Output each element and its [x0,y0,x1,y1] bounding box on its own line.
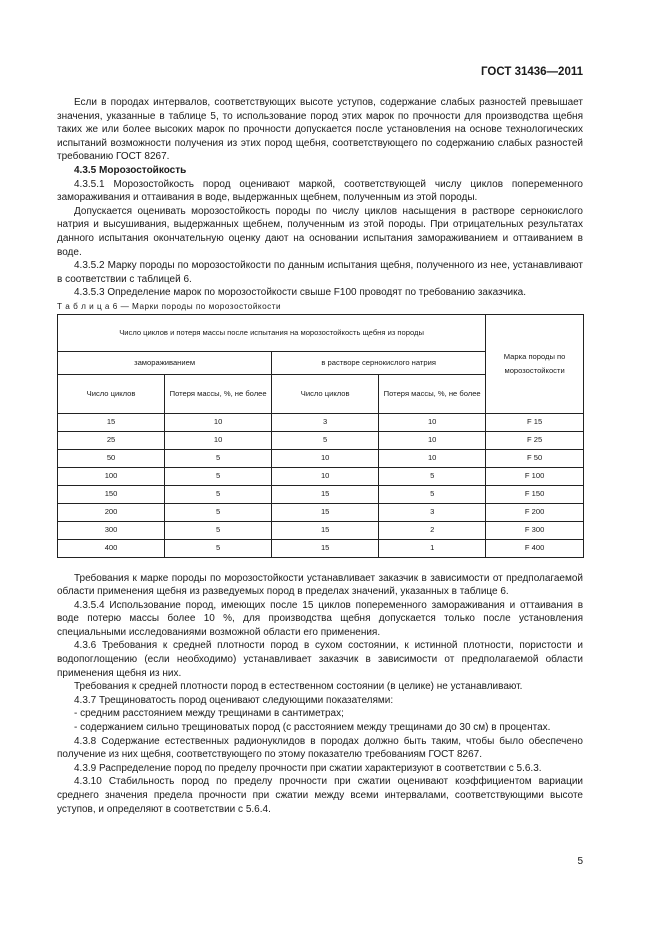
table-group-sulfate: в растворе сернокислого натрия [272,351,486,374]
table-cell: 10 [165,413,272,431]
table-cell: F 150 [486,485,584,503]
table-cell: 200 [58,503,165,521]
table-cell: 10 [165,431,272,449]
paragraph-4-3-10: 4.3.10 Стабильность пород по пределу прочности при сжатии оценивают коэффициентом вариации среднего значения предела прочности при сжатии между всеми интервалами, соответствующими высоте уступов, и определяют в соответствии с 5.6.4. [57,776,583,815]
paragraph-4-3-5-3: 4.3.5.3 Определение марок по морозостойкости свыше F100 проводят по требованию заказчика. [74,287,527,299]
table-row [58,539,584,557]
table-row [58,449,584,467]
table-cell: 2 [379,521,486,539]
frost-resistance-table [57,314,584,558]
paragraph-4-3-5-1: 4.3.5.1 Морозостойкость пород оценивают маркой, соответствующей числу циклов попеременного замораживания и оттаивания в воде, выдержанных щебнем, полученным из этой породы. [57,178,583,204]
table-cell: 3 [272,413,379,431]
col-header-loss-sulfate: Потеря массы, %, не более [379,374,486,413]
table-cell: 5 [165,485,272,503]
paragraph-4-3-7: 4.3.7 Трещиноватость пород оценивают следующими показателями: [74,694,394,706]
table-cell: 15 [272,521,379,539]
table-cell: F 200 [486,503,584,521]
table-cell: F 400 [486,539,584,557]
table-header-top: Число циклов и потеря массы после испытания на морозостойкость щебня из породы [58,314,486,351]
col-header-loss: Потеря массы, %, не более [165,374,272,413]
table-cell: 5 [165,467,272,485]
table-cell: 5 [165,539,272,557]
table-cell: 15 [272,503,379,521]
paragraph-4-3-8: 4.3.8 Содержание естественных радионуклидов в породах должно быть таким, чтобы было обеспечено получение из них щебня, соответствующего по этому показателю требованиям ГОСТ 8267. [57,735,583,761]
table-cell: 15 [272,539,379,557]
table-cell: F 15 [486,413,584,431]
table-cell: 5 [165,521,272,539]
paragraph-allow: Допускается оценивать морозостойкость породы по числу циклов насыщения в растворе сернокислого натрия и высушивания, выдержанных щебнем, полученным из этой породы. При отрицательных результатах данного испытания окончательную оценку дают на основании испытания замораживанием и оттаиванием в воде. [57,205,583,258]
table-cell: 400 [58,539,165,557]
table-cell: 5 [165,503,272,521]
table-cell: 15 [58,413,165,431]
table-cell: 3 [379,503,486,521]
table-cell: 1 [379,539,486,557]
table-cell: F 300 [486,521,584,539]
table-cell: 5 [272,431,379,449]
table-cell: 5 [379,467,486,485]
table-cell: 100 [58,467,165,485]
col-header-cycles-sulfate: Число циклов [272,374,379,413]
table-cell: 10 [272,449,379,467]
page-number: 5 [577,856,583,867]
document-header: ГОСТ 31436—2011 [481,66,583,78]
paragraph-4-3-6: 4.3.6 Требования к средней плотности пород в сухом состоянии, к истинной плотности, пористости и водопоглощению (если необходимо) устанавливает заказчик в зависимости от предполагаемой области применения щебня из них. [57,640,583,679]
table-cell: 50 [58,449,165,467]
paragraph-requirements: Требования к марке породы по морозостойкости устанавливает заказчик в зависимости от предполагаемой области применения щебня из разведуемых пород в пределах значений, указанных в таблице 6. [57,572,583,598]
table-cell: F 50 [486,449,584,467]
table-cell: 10 [379,413,486,431]
paragraph-natural-density: Требования к средней плотности пород в естественном состоянии (в целике) не устанавливают. [74,681,523,693]
paragraph-4-3-9: 4.3.9 Распределение пород по пределу прочности при сжатии характеризуют в соответствии с 5.6.3. [74,762,542,774]
table-cell: F 25 [486,431,584,449]
table-row [58,413,584,431]
paragraph-intro: Если в породах интервалов, соответствующих высоте уступов, содержание слабых разностей превышает значения, указанные в таблице 5, то использование пород этих марок по прочности для производства щебня таких же или более высоких марок по прочности допускается после установления на основе технологических испытаний возможности получения из этих пород щебня, соответствующего по содержанию слабых разностей требованию ГОСТ 8267. [57,97,583,163]
table-row [58,521,584,539]
table-group-freeze: замораживанием [58,351,272,374]
table-cell: 5 [379,485,486,503]
paragraph-4-3-5-2: 4.3.5.2 Марку породы по морозостойкости по данным испытания щебня, полученного из нее, устанавливают в соответствии с таблицей 6. [57,260,583,285]
table-cell: 15 [272,485,379,503]
col-header-cycles: Число циклов [58,374,165,413]
table-cell: 5 [165,449,272,467]
table-row [58,485,584,503]
table-cell: 10 [379,431,486,449]
table-row [58,431,584,449]
list-item: - содержанием сильно трещиноватых пород (с расстоянием между трещинами до 30 см) в процентах. [74,722,551,734]
table-cell: 25 [58,431,165,449]
table-cell: 150 [58,485,165,503]
section-heading: 4.3.5 Морозостойкость [74,164,187,176]
list-item: - средним расстоянием между трещинами в сантиметрах; [74,708,344,720]
table-cell: 300 [58,521,165,539]
table-row [58,503,584,521]
table-row [58,467,584,485]
paragraph-4-3-5-4: 4.3.5.4 Использование пород, имеющих после 15 циклов попеременного замораживания и оттаивания в воде потерю массы более 10 %, для производства щебня допускается только после установления специальными исследованиями возможной области его применения. [57,599,583,638]
table-caption: Т а б л и ц а 6 — Марки породы по морозостойкости [57,301,282,311]
table-cell: F 100 [486,467,584,485]
table-header-grade: Марка породы по морозостойкости [486,314,584,413]
page-body [57,96,583,816]
table-cell: 10 [272,467,379,485]
table-cell: 10 [379,449,486,467]
